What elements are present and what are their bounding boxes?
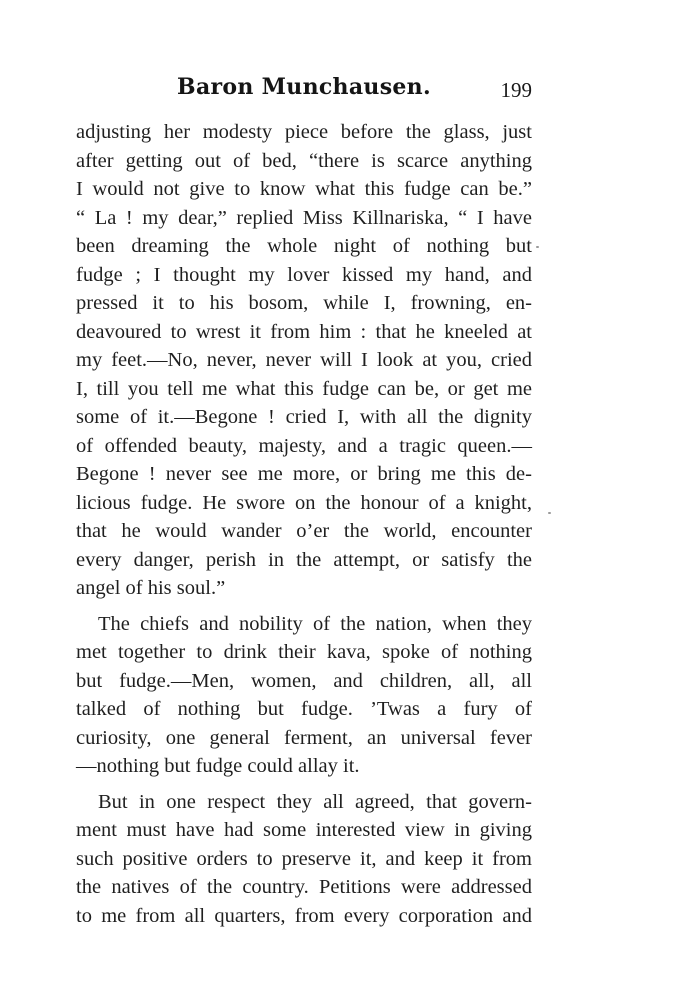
text-line: to me from all quarters, from every corporation and [76,904,532,927]
paragraph-gap [76,781,532,788]
text-line: of offended beauty, majesty, and a tragic queen.— [76,434,532,457]
text-line: after getting out of bed, “there is scarce anything [76,149,532,172]
text-line: been dreaming the whole night of nothing but [76,235,532,257]
text-line: curiosity, one general ferment, an universal fever [76,726,532,749]
text-line: adjusting her modesty piece before the glass, just [76,121,532,143]
paragraph-2 [76,610,532,781]
text-line: that he would wander o’er the world, encounter [76,520,532,542]
text-line: fudge ; I thought my lover kissed my hand, and [76,263,532,286]
text-line: every danger, perish in the attempt, or satisfy the [76,548,532,571]
text-line: —nothing but fudge could allay it. [76,755,360,777]
text-line: such positive orders to preserve it, and keep it from [76,847,532,870]
text-line: But in one respect they all agreed, that govern- [98,790,532,813]
scan-speck [536,246,539,248]
text-line: Begone ! never see me more, or bring me this de- [76,463,532,485]
text-line: I would not give to know what this fudge can be.” [76,178,532,200]
text-line: deavoured to wrest it from him : that he kneeled at [76,320,532,343]
running-head [76,72,532,108]
text-line: my feet.—No, never, never will I look at you, cried [76,349,532,371]
text-line: the natives of the country. Petitions were addressed [76,876,532,898]
paragraph-gap [76,603,532,610]
body-text [76,118,532,930]
text-line: angel of his soul.” [76,577,226,599]
text-line: but fudge.—Men, women, and children, all, all [76,669,532,692]
scan-speck [548,512,551,514]
text-line: ment must have had some interested view in giving [76,819,532,841]
text-line: The chiefs and nobility of the nation, when they [98,612,532,635]
text-line: some of it.—Begone ! cried I, with all the dignity [76,406,532,428]
text-line: I, till you tell me what this fudge can be, or get me [76,377,532,400]
paragraph-1 [76,118,532,603]
paragraph-3 [76,788,532,931]
text-line: talked of nothing but fudge. ’Twas a fury of [76,698,532,720]
running-title: Baron Munchausen. [177,74,431,100]
text-line: “ La ! my dear,” replied Miss Killnariska, “ I have [76,206,532,229]
page-number: 199 [500,78,532,102]
text-line: licious fudge. He swore on the honour of a knight, [76,491,532,514]
text-line: pressed it to his bosom, while I, frowning, en- [76,292,532,314]
text-line: met together to drink their kava, spoke of nothing [76,641,532,663]
